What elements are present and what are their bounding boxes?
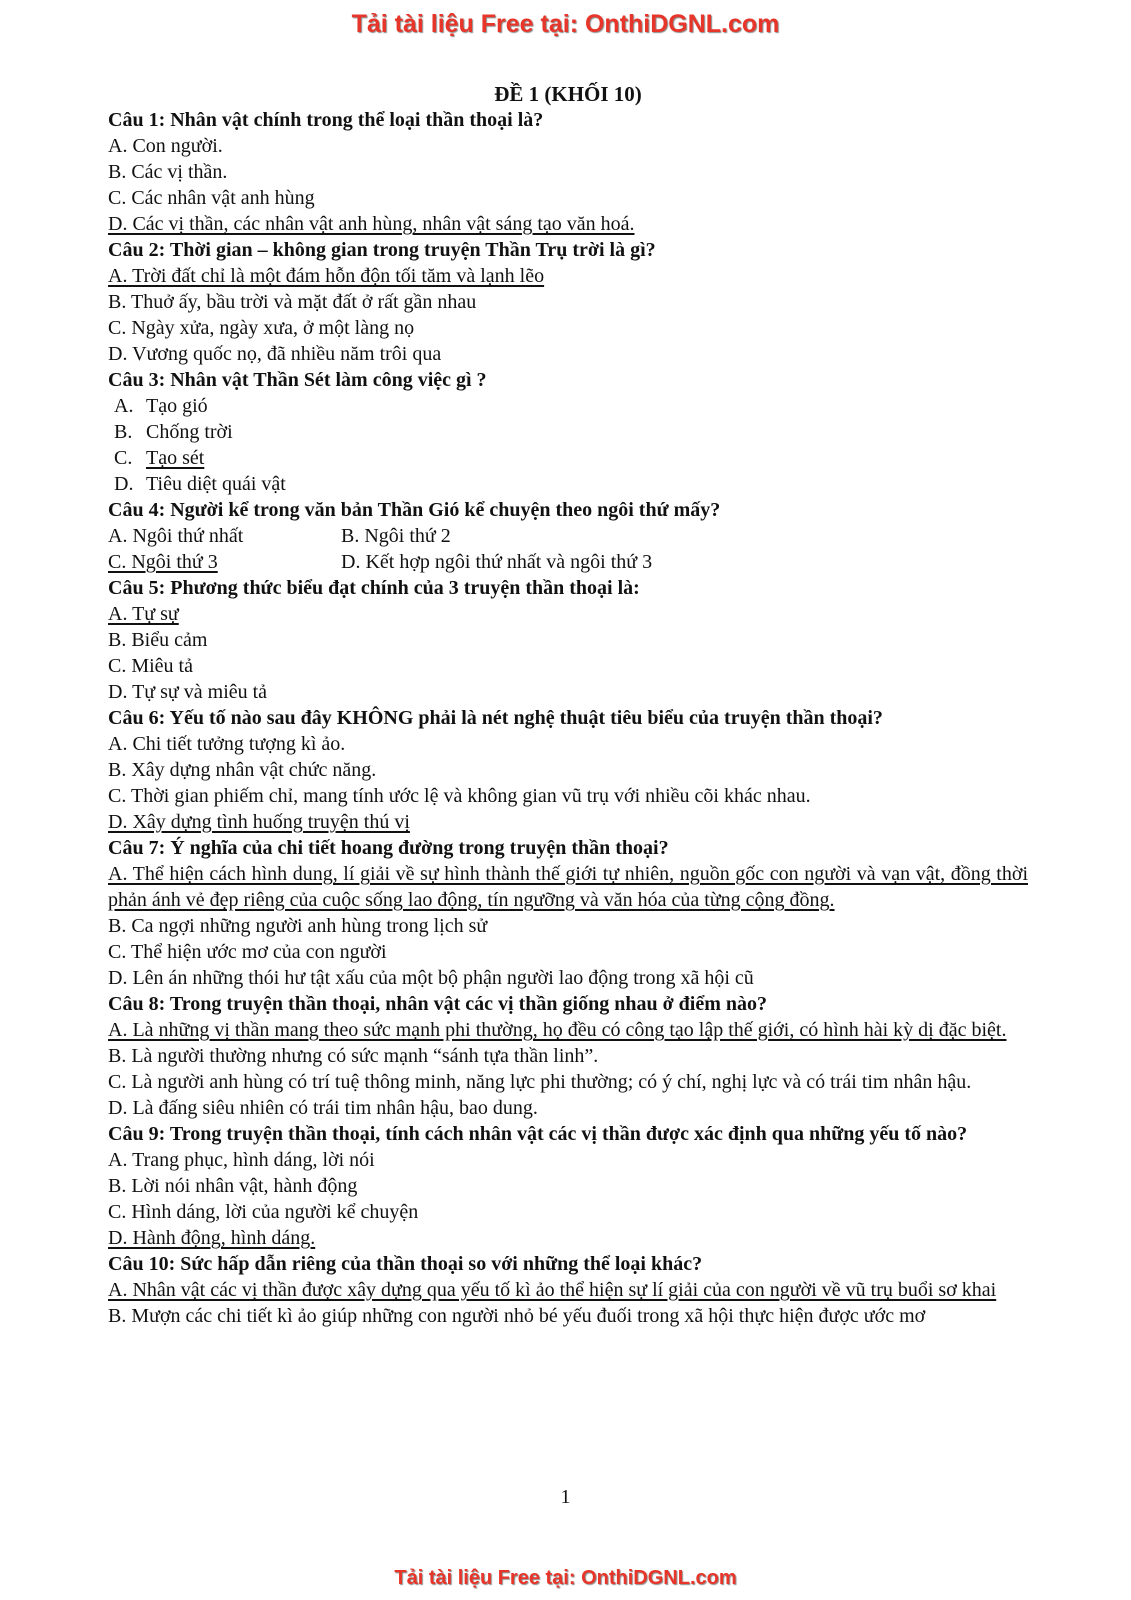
option-a: A. Trang phục, hình dáng, lời nói: [108, 1149, 375, 1171]
option-a-answer: A. Trời đất chỉ là một đám hỗn độn tối tăm và lạnh lẽo: [108, 265, 545, 287]
question-6: [108, 705, 1028, 835]
option-d: D. Tự sự và miêu tả: [108, 681, 268, 703]
question-text: Câu 3: Nhân vật Thần Sét làm công việc gì ?: [108, 369, 487, 391]
question-8: [108, 991, 1028, 1121]
option-c-answer: C. Ngôi thứ 3: [108, 551, 218, 573]
question-text: Câu 5: Phương thức biểu đạt chính của 3 truyện thần thoại là:: [108, 577, 640, 599]
question-text: Câu 7: Ý nghĩa của chi tiết hoang đường trong truyện thần thoại?: [108, 837, 669, 859]
option-b: B. Biểu cảm: [108, 629, 208, 651]
option-a: A. Con người.: [108, 135, 223, 157]
option-d-answer: D. Xây dựng tình huống truyện thú vị: [108, 811, 410, 833]
option-b: B. Mượn các chi tiết kì ảo giúp những con người nhỏ bé yếu đuối trong xã hội thực hiện được ước mơ: [108, 1305, 926, 1327]
question-text: Câu 1: Nhân vật chính trong thể loại thần thoại là?: [108, 109, 544, 131]
option-a-answer: A. Là những vị thần mang theo sức mạnh phi thường, họ đều có công tạo lập thế giới, có hình hài kỳ dị đặc biệt.: [108, 1019, 1007, 1041]
question-text: Câu 4: Người kể trong văn bản Thần Gió kể chuyện theo ngôi thứ mấy?: [108, 499, 721, 521]
option-c: C. Các nhân vật anh hùng: [108, 187, 315, 209]
option-b: B. Lời nói nhân vật, hành động: [108, 1175, 358, 1197]
option-c: C. Là người anh hùng có trí tuệ thông minh, năng lực phi thường; có ý chí, nghị lực và có trái tim nhân hậu.: [108, 1071, 972, 1093]
option-d: D. Kết hợp ngôi thứ nhất và ngôi thứ 3: [341, 551, 653, 573]
page-number: 1: [560, 1486, 571, 1508]
option-c: C. Thời gian phiếm chỉ, mang tính ước lệ và không gian vũ trụ với nhiều cõi khác nhau.: [108, 785, 811, 807]
question-text: Câu 9: Trong truyện thần thoại, tính cách nhân vật các vị thần được xác định qua những yếu tố nào?: [108, 1123, 968, 1145]
option-b: B. Thuở ấy, bầu trời và mặt đất ở rất gần nhau: [108, 291, 477, 313]
option-b: B. Xây dựng nhân vật chức năng.: [108, 759, 377, 781]
question-2: [108, 237, 1028, 367]
question-text: Câu 8: Trong truyện thần thoại, nhân vật các vị thần giống nhau ở điểm nào?: [108, 993, 767, 1015]
option-b: B. Chống trời: [114, 421, 233, 443]
question-4: [108, 497, 1028, 575]
option-a-answer: A. Thể hiện cách hình dung, lí giải về sự hình thành thế giới tự nhiên, nguồn gốc con người và vạn vật, đồng thời phản ánh vẻ đẹp riêng của cuộc sống lao động, tín ngưỡng và văn hóa của từng cộng đồng.: [108, 863, 1028, 911]
document-title: ĐỀ 1 (KHỐI 10): [494, 82, 642, 106]
question-7: [108, 835, 1028, 991]
question-10: [108, 1251, 1028, 1329]
option-d: D. Lên án những thói hư tật xấu của một bộ phận người lao động trong xã hội cũ: [108, 967, 754, 989]
option-c-answer: C. Tạo sét: [114, 447, 205, 469]
option-d-answer: D. Các vị thần, các nhân vật anh hùng, nhân vật sáng tạo văn hoá.: [108, 213, 635, 235]
option-c: C. Ngày xửa, ngày xưa, ở một làng nọ: [108, 317, 415, 339]
option-a: A. Tạo gió: [114, 395, 208, 417]
question-9: [108, 1121, 1028, 1251]
option-c: C. Thể hiện ước mơ của con người: [108, 941, 387, 963]
footer-banner: Tải tài liệu Free tại: OnthiDGNL.com: [394, 1567, 737, 1589]
option-c: C. Miêu tả: [108, 655, 193, 677]
question-text: Câu 6: Yếu tố nào sau đây KHÔNG phải là nét nghệ thuật tiêu biểu của truyện thần thoại?: [108, 707, 883, 729]
option-b: B. Ngôi thứ 2: [341, 525, 451, 547]
option-a: A. Ngôi thứ nhất: [108, 525, 244, 547]
option-a: A. Chi tiết tưởng tượng kì ảo.: [108, 733, 346, 755]
question-1: [108, 107, 1028, 237]
option-d-answer: D. Hành động, hình dáng.: [108, 1227, 316, 1249]
question-5: [108, 575, 1028, 705]
header-banner: Tải tài liệu Free tại: OnthiDGNL.com: [351, 10, 780, 38]
question-3: [108, 367, 1028, 497]
option-d: D. Vương quốc nọ, đã nhiều năm trôi qua: [108, 343, 442, 365]
option-a-answer: A. Nhân vật các vị thần được xây dựng qua yếu tố kì ảo thể hiện sự lí giải của con người về vũ trụ buổi sơ khai: [108, 1279, 997, 1301]
option-b: B. Các vị thần.: [108, 161, 228, 183]
question-text: Câu 10: Sức hấp dẫn riêng của thần thoại so với những thể loại khác?: [108, 1253, 703, 1275]
question-text: Câu 2: Thời gian – không gian trong truyện Thần Trụ trời là gì?: [108, 239, 656, 261]
option-d: D. Tiêu diệt quái vật: [114, 473, 286, 495]
option-c: C. Hình dáng, lời của người kể chuyện: [108, 1201, 419, 1223]
exam-content: [108, 81, 1028, 1329]
option-b: B. Ca ngợi những người anh hùng trong lịch sử: [108, 915, 488, 937]
option-d: D. Là đấng siêu nhiên có trái tim nhân hậu, bao dung.: [108, 1097, 538, 1119]
option-a-answer: A. Tự sự: [108, 603, 179, 625]
option-b: B. Là người thường nhưng có sức mạnh “sánh tựa thần linh”.: [108, 1045, 599, 1067]
